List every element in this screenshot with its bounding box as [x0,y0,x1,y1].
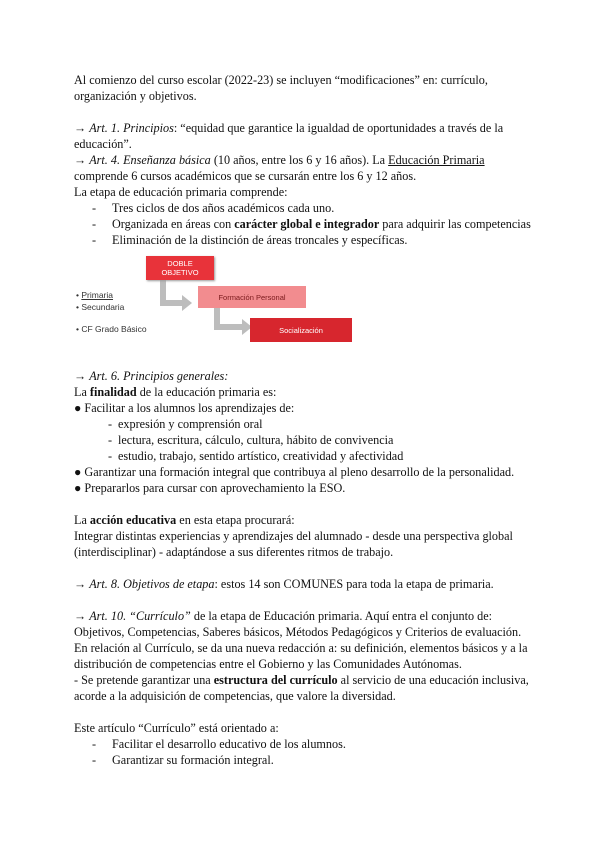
art6-title-line [74,368,228,384]
bold-accion-educativa: acción educativa [89,513,177,527]
art6-title: Art. 6. Principios generales: [89,369,229,383]
bullet-dot: ● [74,401,82,415]
dash-marker: - [92,233,97,247]
arrow-symbol: → [74,153,87,167]
intro-line-1: Al comienzo del curso escolar (2022-23) se incluyen “modificaciones” en: currículo, [74,73,488,87]
educacion-primaria-underlined: Educación Primaria [388,153,485,167]
arrow-symbol: → [74,609,87,623]
intro-line-2: organización y objetivos. [74,89,197,103]
art10-line-3: En relación al Currículo, se da una nueva redacción a: su definición, elementos básicos y a la [74,641,528,655]
art4-text: (10 años, entre los 6 y 16 años). La [210,153,389,167]
box-doble-objetivo: DOBLE OBJETIVO [146,256,214,280]
art4-line-1 [74,152,485,168]
bullet-dot: ● [74,465,82,479]
art10-title: Art. 10. “Currículo” [89,609,191,623]
art10-line-4: distribución de competencias entre el Gobierno y las Comunidades Autónomas. [74,657,462,671]
accion-line-2: Integrar distintas experiencias y aprendizajes del alumnado - desde una perspectiva global [74,529,513,543]
bullet-text: Tres ciclos de dos años académicos cada uno. [112,201,335,215]
arrow-symbol: → [74,369,87,383]
bullet-dot: ● [74,481,82,495]
box-formacion-personal: Formación Personal [198,286,306,308]
art1-text: : “equidad que garantice la igualdad de oportunidades a través de la [173,121,504,135]
art8-line: → Art. 8. Objetivos de etapa: estos 14 son COMUNES para toda la etapa de primaria. [74,577,494,591]
art10-line-1: → Art. 10. “Currículo” de la etapa de Educación primaria. Aquí entra el conjunto de: [74,609,493,623]
arrow-symbol: → [74,121,87,135]
bold-phrase: carácter global e integrador [234,217,380,231]
accion-line-1: La acción educativa en esta etapa procurará: [74,513,295,527]
bullet-text: Eliminación de la distinción de áreas troncales y específicas. [112,233,408,247]
art10-line-5: - Se pretende garantizar una estructura del currículo al servicio de una educación inclusiva, [74,673,529,687]
bullet-text: Organizada en áreas con carácter global e integrador para adquirir las competencias [112,217,531,231]
art8-title: Art. 8. Objetivos de etapa [89,577,215,591]
document-page: Al comienzo del curso escolar (2022-23) se incluyen “modificaciones” en: currículo, organización y objetivos. → Art. 1. Principios: “equidad que garantice la igualdad de oportunidades a través de la educación”. → Art. 4. Enseñanza básica (10 años, entre los 6 y 16 años). La Educación Primaria comprende 6 cursos académicos que se cursarán entre los 6 y 12 años. La etapa de educación primaria comprende: - Tres ciclos de dos años académicos cada uno. - Organizada en áreas con carácter global e integrador para adquirir las competencias - Eliminación de la distinción de áreas troncales y específicas. DOBLE OBJETIVO Formación Personal Socialización • Primaria • Secundaria • CF Grado Básico → Art. 6. Principios generales: La finalidad de la educación primaria es: ● Facilitar a los alumnos los aprendizajes de: - expresión y comprensión oral - lectura, escritura, cálculo, cultura, hábito de convivencia - estudio, trabajo, sentido artístico, creatividad y afectividad ● Garantizar una formación integral que contribuya al pleno desarrollo de la personalidad. ● Prepararlos para cursar con aprovechamiento la ESO. La acción educativa en esta etapa procurará: Integrar distintas experiencias y aprendizajes del alumnado - desde una perspectiva global (interdisciplinar) - adaptándose a sus diferentes ritmos de trabajo. → Art. 8. Objetivos de etapa: estos 14 son COMUNES para toda la etapa de primaria. → Art. 10. “Currículo” de la etapa de Educación primaria. Aquí entra el conjunto de: Objetivos, Competencias, Saberes básicos, Métodos Pedagógicos y Criterios de evaluación. En relación al Currículo, se da una nueva redacción a: su definición, elementos básicos y a la distribución de competencias entre el Gobierno y las Comunidades Autónomas. - Se pretende garantizar una estructura del currículo al servicio de una educación inclusiva, acorde a la adquisición de competencias, que valore la diversidad. Este artículo “Currículo” está orientado a: - Facilitar el desarrollo educativo de los alumnos. - Garantizar su formación integral. [0,0,600,848]
art1-line-1 [74,120,503,136]
art10-line-2: Objetivos, Competencias, Saberes básicos, Métodos Pedagógicos y Criterios de evaluación. [74,625,522,639]
arrow-1-icon [160,279,192,311]
dash-marker: - [92,201,97,215]
bold-estructura: estructura del currículo [213,673,338,687]
art10-line-6: acorde a la adquisición de competencias, que valore la diversidad. [74,689,396,703]
art6-finalidad-line: La finalidad de la educación primaria es: [74,385,277,399]
art4-line-2: comprende 6 cursos académicos que se cursarán entre los 6 y 12 años. [74,169,417,183]
box-socializacion: Socialización [250,318,352,342]
dash-marker: - [92,217,97,231]
arrow-symbol: → [74,577,87,591]
diagram-item-cf: • CF Grado Básico [76,324,147,334]
art4-title: Art. 4. Enseñanza básica [89,153,211,167]
diagram-item-primaria: • Primaria [76,290,114,300]
diagram-item-secundaria: • Secundaria [76,302,125,312]
doble-objetivo-diagram [70,252,350,352]
art6-point-2: ● Garantizar una formación integral que contribuya al pleno desarrollo de la personalidad. [74,465,515,479]
curriculo-line-1: Este artículo “Currículo” está orientado a: [74,721,279,735]
art1-line-2: educación”. [74,137,132,151]
art4-line-3: La etapa de educación primaria comprende: [74,185,288,199]
arrow-2-icon [214,308,252,335]
art6-point-1: ● Facilitar a los alumnos los aprendizajes de: [74,401,295,415]
accion-line-3: (interdisciplinar) - adaptándose a sus diferentes ritmos de trabajo. [74,545,394,559]
art1-title: Art. 1. Principios [89,121,174,135]
bold-finalidad: finalidad [89,385,137,399]
art6-point-3: ● Prepararlos para cursar con aprovechamiento la ESO. [74,481,346,495]
